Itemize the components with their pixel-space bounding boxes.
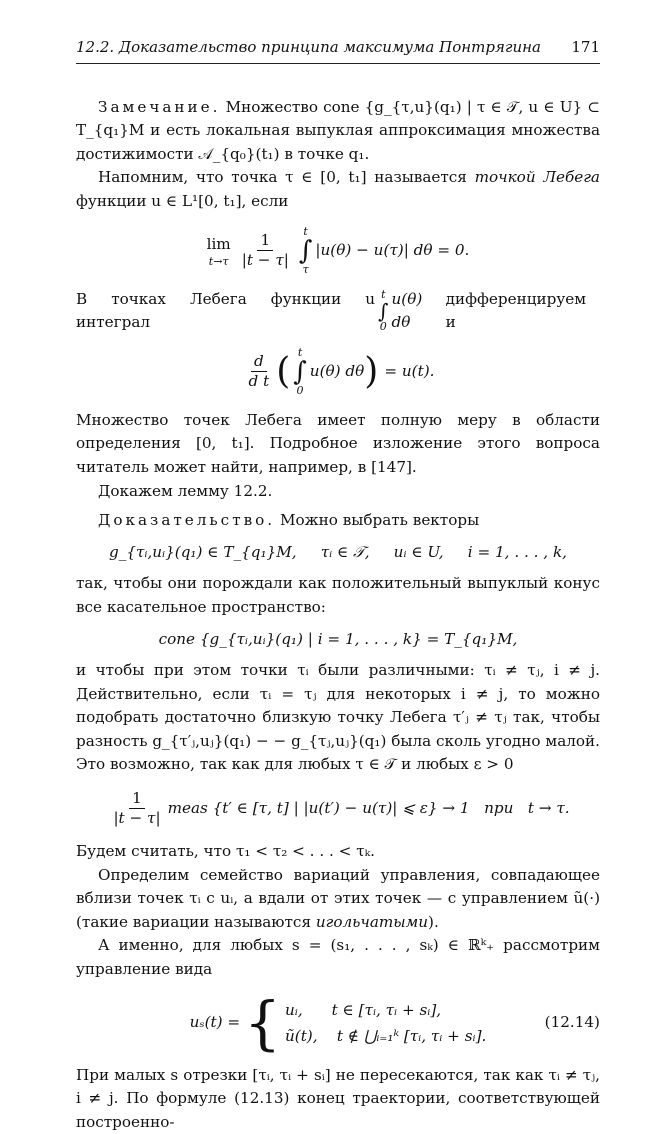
- fraction-numerator: 1: [129, 789, 145, 809]
- remark-paragraph: [76, 96, 600, 167]
- integral-sign: ∫: [378, 299, 389, 324]
- left-brace: {: [244, 988, 281, 1057]
- derivative-numerator: d: [251, 352, 267, 372]
- equation-vectors: g_{τᵢ,uᵢ}(q₁) ∈ T_{q₁}M, τᵢ ∈ 𝒯, uᵢ ∈ U, i = 1, . . . , k,: [109, 542, 567, 561]
- cone-paragraph: так, чтобы они порождали как положительный выпуклый конус все касательное пространство:: [76, 574, 600, 616]
- lebesgue-definition-paragraph: [76, 166, 600, 213]
- remark-text: Множество cone {g_{τ,u}(q₁) | τ ∈ 𝒯, u ∈ U} ⊂ T_{q₁}M и есть локальная выпуклая аппроксимация множества достижимости 𝒜_{q₀}(t₁) в точке q₁.: [76, 97, 601, 163]
- closing-paragraph: При малых s отрезки [τᵢ, τᵢ + sᵢ] не пересекаются, так как τᵢ ≠ τⱼ, i ≠ j. По формуле (12.13) конец траектории, соответствующей построенно-: [76, 1065, 600, 1131]
- integrand: |u(θ) − u(τ)| dθ = 0.: [315, 240, 470, 259]
- integral-lower-limit: τ: [302, 262, 309, 276]
- needle-term: игольчатыми: [315, 912, 429, 931]
- needle-text-b: ).: [428, 912, 439, 931]
- integral-lower-limit: 0: [296, 383, 304, 397]
- derivative-fraction: [246, 352, 273, 391]
- diff-text-b: дифференцируем и: [445, 289, 587, 332]
- control-form-paragraph: А именно, для любых s = (s₁, . . . , sₖ) ∈ ℝᵏ₊ рассмотрим управление вида: [76, 936, 600, 979]
- prove-lemma-paragraph: Докажем лемму 12.2.: [98, 481, 273, 500]
- integral-upper-limit: t: [303, 224, 308, 238]
- integral-upper-limit: t: [297, 345, 303, 359]
- equation-cone: cone {g_{τᵢ,uᵢ}(q₁) | i = 1, . . . , k} = T_{q₁}M,: [158, 629, 518, 648]
- inline-integral-upper: t: [381, 288, 386, 302]
- fraction-denominator: |t − τ|: [113, 809, 161, 828]
- integral: [293, 347, 307, 397]
- differentiability-paragraph: [76, 288, 600, 335]
- inline-integral-lower: 0: [379, 320, 387, 334]
- equation-lebesgue-limit: [76, 226, 600, 276]
- distinct-points-paragraph: и чтобы при этом точки τᵢ были различными: τᵢ ≠ τⱼ, i ≠ j. Действительно, если τᵢ = τⱼ для некоторых i ≠ j, то можно подобрать достаточно близкую точку Лебега τ′ⱼ ≠ τⱼ так, чтобы разность g_{τ′ⱼ,uⱼ}(q₁) − − g_{τⱼ,uⱼ}(q₁) была сколь угодно малой. Это возможно, так как для любых τ ∈ 𝒯 и любых ε > 0: [76, 661, 600, 774]
- equation-derivative: [76, 347, 600, 397]
- right-paren: ): [364, 350, 379, 392]
- inline-integrand: u(θ) dθ: [391, 289, 423, 332]
- fraction-numerator: 1: [257, 231, 273, 251]
- page-number: 171: [571, 38, 600, 56]
- integral-sign: ∫: [293, 356, 307, 387]
- measure-expression: meas {t′ ∈ [τ, t] | |u(t′) − u(τ)| ⩽ ε} → 1 при t → τ.: [167, 798, 570, 817]
- lebesgue-text-b: функции u ∈ L¹[0, t₁], если: [76, 191, 289, 210]
- lebesgue-text-a: Напомним, что точка τ ∈ [0, t₁] называется: [98, 168, 475, 187]
- ordering-paragraph: Будем считать, что τ₁ < τ₂ < . . . < τₖ.: [76, 842, 375, 861]
- integrand: u(θ) dθ: [309, 361, 365, 380]
- lebesgue-term: точкой Лебега: [474, 168, 600, 187]
- derivative-rhs: = u(t).: [384, 361, 435, 380]
- fraction-denominator: |t − τ|: [241, 251, 289, 270]
- remark-lead: Замечание.: [98, 97, 221, 116]
- needle-variations-paragraph: [76, 864, 600, 935]
- fraction: [239, 231, 292, 270]
- inline-integral: [378, 289, 388, 333]
- proof-lead: Доказательство.: [98, 511, 276, 530]
- case-row-1: uᵢ, t ∈ [τᵢ, τᵢ + sᵢ],: [284, 1000, 442, 1019]
- equation-control-cases: [76, 988, 600, 1057]
- control-lhs: uₛ(t) =: [189, 1012, 241, 1031]
- equation-measure: [76, 789, 600, 828]
- case-rows: [285, 997, 486, 1049]
- needle-text-a: Определим семейство вариаций управления, совпадающее вблизи точек τᵢ с uᵢ, а вдали от этих точек — с управлением ũ(·) (такие вариации называются: [76, 865, 600, 931]
- proof-text: Можно выбрать векторы: [279, 511, 480, 530]
- left-paren: (: [276, 350, 291, 392]
- limit-subscript: t→τ: [208, 255, 229, 269]
- diff-text-a: В точках Лебега функции u интеграл: [76, 289, 376, 332]
- proof-paragraph: [76, 509, 600, 533]
- cases-block: [244, 988, 487, 1057]
- fraction: [110, 789, 163, 828]
- limit-operator: [207, 233, 231, 269]
- equation-number: (12.14): [544, 1012, 600, 1031]
- running-title: 12.2. Доказательство принципа максимума Понтрягина: [76, 38, 541, 56]
- integral-sign: ∫: [298, 235, 313, 266]
- limit-word: lim: [206, 234, 231, 253]
- running-header: [76, 36, 600, 64]
- case-row-2: ũ(t), t ∉ ⋃ᵢ₌₁ᵏ [τᵢ, τᵢ + sᵢ].: [284, 1026, 487, 1045]
- full-measure-paragraph: Множество точек Лебега имеет полную меру в области определения [0, t₁]. Подробное изложение этого вопроса читатель может найти, например, в [147].: [76, 410, 600, 476]
- derivative-denominator: d t: [248, 372, 270, 391]
- integral: [299, 226, 313, 276]
- page: [76, 36, 600, 1134]
